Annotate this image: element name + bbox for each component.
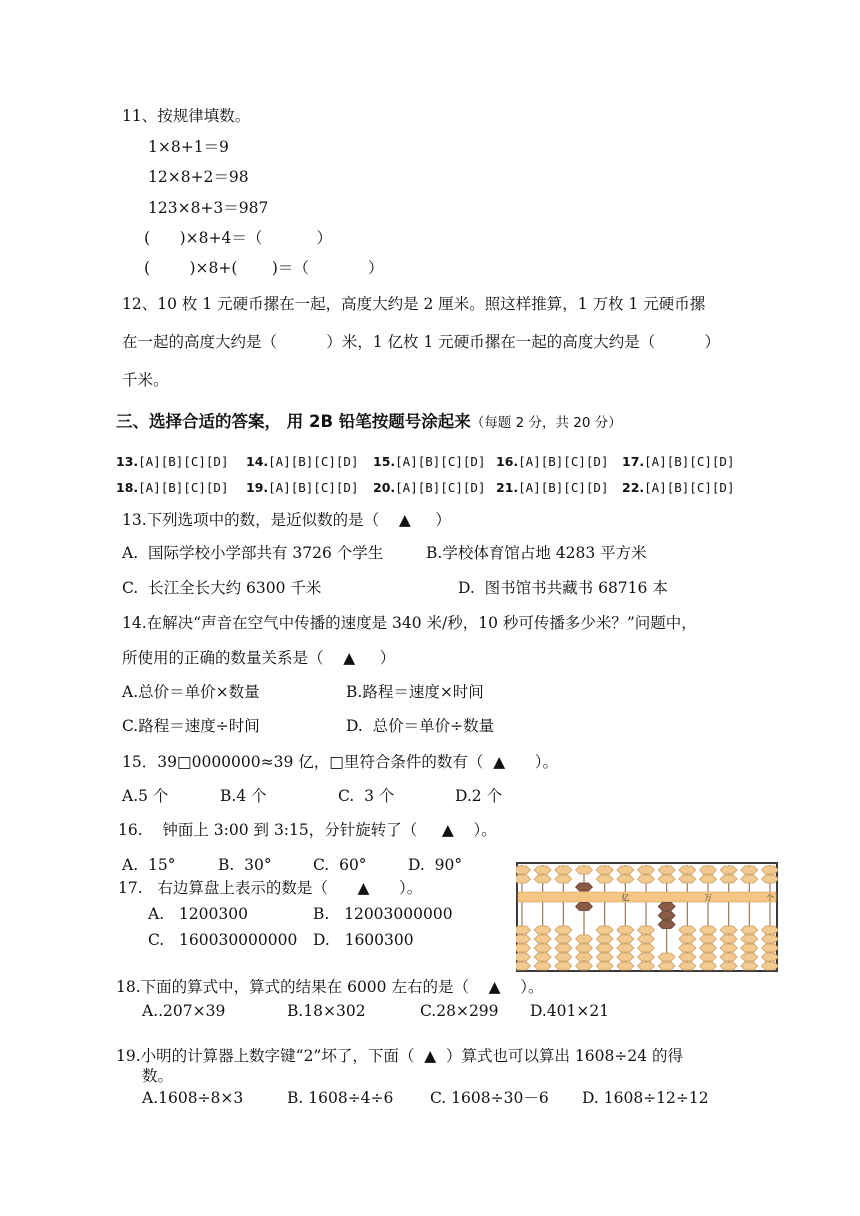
abacus-bead: [534, 866, 551, 874]
answer-options[interactable]: [A][B][C][D]: [644, 454, 735, 469]
abacus-bead: [658, 921, 675, 929]
abacus-bead: [658, 866, 675, 874]
abacus-place-label: 亿: [621, 893, 630, 903]
abacus-bead: [576, 935, 593, 943]
abacus-bead: [720, 953, 737, 961]
q13-option-d: D. 图书馆书共藏书 68716 本: [458, 579, 668, 597]
abacus-bead: [638, 875, 655, 883]
q19-stem-line-2: 数。: [142, 1067, 174, 1085]
abacus-bead: [638, 962, 655, 970]
q11-line-1: 1×8+1＝9: [148, 138, 229, 156]
abacus-bead: [596, 935, 613, 943]
abacus-bead: [679, 962, 696, 970]
q16-option-a: A. 15°: [122, 856, 176, 874]
abacus-bead: [762, 944, 779, 952]
abacus-bead: [534, 935, 551, 943]
abacus-bead: [596, 866, 613, 874]
abacus-bead: [617, 875, 634, 883]
q19-option-a: A.1608÷8×3: [142, 1089, 244, 1107]
answer-sheet-item[interactable]: [116, 478, 228, 498]
q19-stem-line-1: 19.小明的计算器上数字键“2”坏了，下面（ ▲ ）算式也可以算出 1608÷24 的得: [116, 1047, 684, 1065]
abacus-bead: [658, 953, 675, 961]
abacus-bead: [762, 926, 779, 934]
abacus-bead: [596, 962, 613, 970]
q17-stem: 17. 右边算盘上表示的数是（ ▲ ）。: [118, 879, 423, 897]
abacus-beam: [518, 892, 776, 902]
section-3-title: 三、选择合适的答案， 用 2B 铅笔按题号涂起来: [116, 412, 471, 431]
q13-option-b: B.学校体育馆占地 4283 平方米: [426, 544, 647, 562]
q17-option-a: A. 1200300: [148, 905, 248, 923]
q19-option-b: B. 1608÷4÷6: [287, 1089, 394, 1107]
q17-option-c: C. 160030000000: [148, 931, 298, 949]
abacus-bead: [555, 926, 572, 934]
q19-option-c: C. 1608÷30－6: [430, 1089, 549, 1107]
q19-option-d: D. 1608÷12÷12: [582, 1089, 709, 1107]
abacus-bead: [741, 944, 758, 952]
q15-option-d: D.2 个: [455, 787, 503, 805]
abacus-bead: [679, 944, 696, 952]
abacus-bead: [720, 875, 737, 883]
answer-sheet-item[interactable]: [622, 452, 734, 472]
abacus-bead: [638, 866, 655, 874]
answer-sheet-item[interactable]: [622, 478, 734, 498]
abacus-bead: [576, 953, 593, 961]
q18-option-c: C.28×299: [420, 1002, 499, 1020]
abacus-bead: [720, 935, 737, 943]
q17-option-d: D. 1600300: [313, 931, 414, 949]
abacus-bead: [516, 875, 531, 883]
answer-number: 21.: [496, 480, 519, 495]
abacus-bead: [679, 935, 696, 943]
abacus-bead: [638, 944, 655, 952]
q16-stem: 16. 钟面上 3:00 到 3:15，分针旋转了（ ▲ ）。: [118, 821, 497, 839]
abacus-bead: [638, 926, 655, 934]
abacus-bead: [516, 866, 531, 874]
answer-number: 19.: [246, 480, 269, 495]
q15-stem: 15．39□0000000≈39 亿，□里符合条件的数有（ ▲ ）。: [122, 753, 558, 771]
answer-number: 14.: [246, 454, 269, 469]
abacus-bead: [555, 962, 572, 970]
section-3-heading: [116, 412, 622, 433]
answer-sheet-item[interactable]: [246, 478, 358, 498]
q14-option-d: D. 总价＝单价÷数量: [346, 717, 495, 735]
abacus-bead: [596, 875, 613, 883]
answer-options[interactable]: [A][B][C][D]: [518, 480, 609, 495]
abacus-bead: [617, 866, 634, 874]
abacus-bead: [700, 962, 717, 970]
abacus-bead: [516, 944, 531, 952]
abacus-place-label: 万: [704, 893, 712, 903]
abacus-bead: [679, 953, 696, 961]
q14-option-a: A.总价＝单价×数量: [122, 683, 260, 701]
abacus-bead: [720, 866, 737, 874]
q18-stem: 18.下面的算式中，算式的结果在 6000 左右的是（ ▲ ）。: [116, 978, 544, 996]
abacus-bead: [679, 875, 696, 883]
q14-stem-line-2: 所使用的正确的数量关系是（ ▲ ）: [122, 649, 396, 667]
q11-line-4: ( )×8+4＝（ ）: [144, 229, 333, 247]
abacus-bead: [516, 962, 531, 970]
abacus-bead: [741, 926, 758, 934]
abacus-bead: [516, 953, 531, 961]
abacus-bead: [555, 875, 572, 883]
answer-sheet-item[interactable]: [496, 452, 608, 472]
abacus-bead: [679, 866, 696, 874]
q14-option-c: C.路程＝速度÷时间: [122, 717, 260, 735]
abacus-bead: [534, 944, 551, 952]
q11-line-2: 12×8+2＝98: [148, 168, 249, 186]
abacus-bead: [576, 866, 593, 874]
answer-sheet-item[interactable]: [116, 452, 228, 472]
q11-line-3: 123×8+3＝987: [148, 199, 269, 217]
abacus-bead: [555, 944, 572, 952]
answer-number: 15.: [373, 454, 396, 469]
abacus-bead: [555, 935, 572, 943]
q13-stem: 13.下列选项中的数，是近似数的是（ ▲ ）: [122, 511, 451, 529]
abacus-bead: [700, 935, 717, 943]
answer-options[interactable]: [A][B][C][D]: [268, 480, 359, 495]
answer-number: 16.: [496, 454, 519, 469]
answer-sheet-item[interactable]: [246, 452, 358, 472]
abacus-bead: [700, 944, 717, 952]
q13-option-c: C. 长江全长大约 6300 千米: [122, 579, 322, 597]
q18-option-d: D.401×21: [530, 1002, 610, 1020]
q16-option-b: B. 30°: [218, 856, 272, 874]
q12-line-3: 千米。: [122, 371, 169, 389]
abacus-bead: [762, 875, 779, 883]
q12-line-2: 在一起的高度大约是（ ）米，1 亿枚 1 元硬币摞在一起的高度大约是（ ）: [122, 333, 721, 351]
answer-options[interactable]: [A][B][C][D]: [268, 454, 359, 469]
q11-line-5: ( )×8+( )＝（ ）: [144, 259, 384, 277]
abacus-bead: [658, 903, 675, 911]
q15-option-c: C. 3 个: [338, 787, 395, 805]
abacus-bead: [534, 926, 551, 934]
abacus-bead: [638, 953, 655, 961]
q14-stem-line-1: 14.在解决“声音在空气中传播的速度是 340 米/秒，10 秒可传播多少米？”问题中，: [122, 614, 697, 632]
abacus-bead: [617, 962, 634, 970]
answer-options[interactable]: [A][B][C][D]: [395, 480, 486, 495]
abacus-bead: [762, 866, 779, 874]
abacus-bead: [596, 953, 613, 961]
abacus-bead: [576, 883, 593, 891]
answer-sheet-item[interactable]: [496, 478, 608, 498]
abacus-illustration: [516, 862, 778, 972]
q18-option-a: A..207×39: [142, 1002, 226, 1020]
abacus-bead: [576, 944, 593, 952]
abacus-bead: [617, 935, 634, 943]
abacus-bead: [617, 953, 634, 961]
abacus-bead: [679, 926, 696, 934]
q15-option-a: A.5 个: [122, 787, 169, 805]
q18-option-b: B.18×302: [287, 1002, 366, 1020]
answer-number: 18.: [116, 480, 139, 495]
abacus-bead: [516, 926, 531, 934]
q17-option-b: B. 12003000000: [313, 905, 453, 923]
answer-number: 17.: [622, 454, 645, 469]
abacus-place-label: 个: [766, 893, 774, 903]
abacus-bead: [555, 953, 572, 961]
abacus-bead: [762, 962, 779, 970]
q16-option-c: C. 60°: [313, 856, 367, 874]
q14-option-b: B.路程＝速度×时间: [346, 683, 484, 701]
abacus-bead: [741, 962, 758, 970]
answer-options[interactable]: [A][B][C][D]: [138, 480, 229, 495]
q16-option-d: D. 90°: [408, 856, 463, 874]
section-3-note: （每题 2 分，共 20 分）: [470, 415, 622, 431]
abacus-bead: [700, 875, 717, 883]
answer-options[interactable]: [A][B][C][D]: [395, 454, 486, 469]
answer-number: 20.: [373, 480, 396, 495]
abacus-bead: [700, 926, 717, 934]
abacus-bead: [741, 875, 758, 883]
answer-options[interactable]: [A][B][C][D]: [138, 454, 229, 469]
answer-number: 22.: [622, 480, 645, 495]
abacus-bead: [658, 875, 675, 883]
abacus-bead: [596, 926, 613, 934]
abacus-bead: [741, 935, 758, 943]
abacus-bead: [720, 944, 737, 952]
q11-title: 11、按规律填数。: [122, 107, 251, 125]
abacus-bead: [720, 926, 737, 934]
abacus-bead: [534, 962, 551, 970]
answer-number: 13.: [116, 454, 139, 469]
answer-sheet-item[interactable]: [373, 478, 485, 498]
abacus-bead: [762, 935, 779, 943]
abacus-bead: [741, 866, 758, 874]
abacus-bead: [700, 953, 717, 961]
answer-options[interactable]: [A][B][C][D]: [644, 480, 735, 495]
abacus-bead: [555, 866, 572, 874]
abacus-bead: [700, 866, 717, 874]
abacus-bead: [576, 962, 593, 970]
abacus-bead: [617, 944, 634, 952]
abacus-bead: [617, 926, 634, 934]
q13-option-a: A. 国际学校小学部共有 3726 个学生: [122, 544, 384, 562]
abacus-bead: [658, 962, 675, 970]
answer-sheet-item[interactable]: [373, 452, 485, 472]
abacus-bead: [534, 953, 551, 961]
answer-options[interactable]: [A][B][C][D]: [518, 454, 609, 469]
abacus-bead: [534, 875, 551, 883]
abacus-bead: [658, 912, 675, 920]
q15-option-b: B.4 个: [220, 787, 267, 805]
abacus-bead: [596, 944, 613, 952]
q12-line-1: 12、10 枚 1 元硬币摞在一起，高度大约是 2 厘米。照这样推算，1 万枚 1 元硬币摞: [122, 295, 706, 313]
abacus-bead: [576, 903, 593, 911]
abacus-bead: [638, 935, 655, 943]
abacus-bead: [720, 962, 737, 970]
abacus-bead: [741, 953, 758, 961]
abacus-bead: [762, 953, 779, 961]
abacus-bead: [516, 935, 531, 943]
